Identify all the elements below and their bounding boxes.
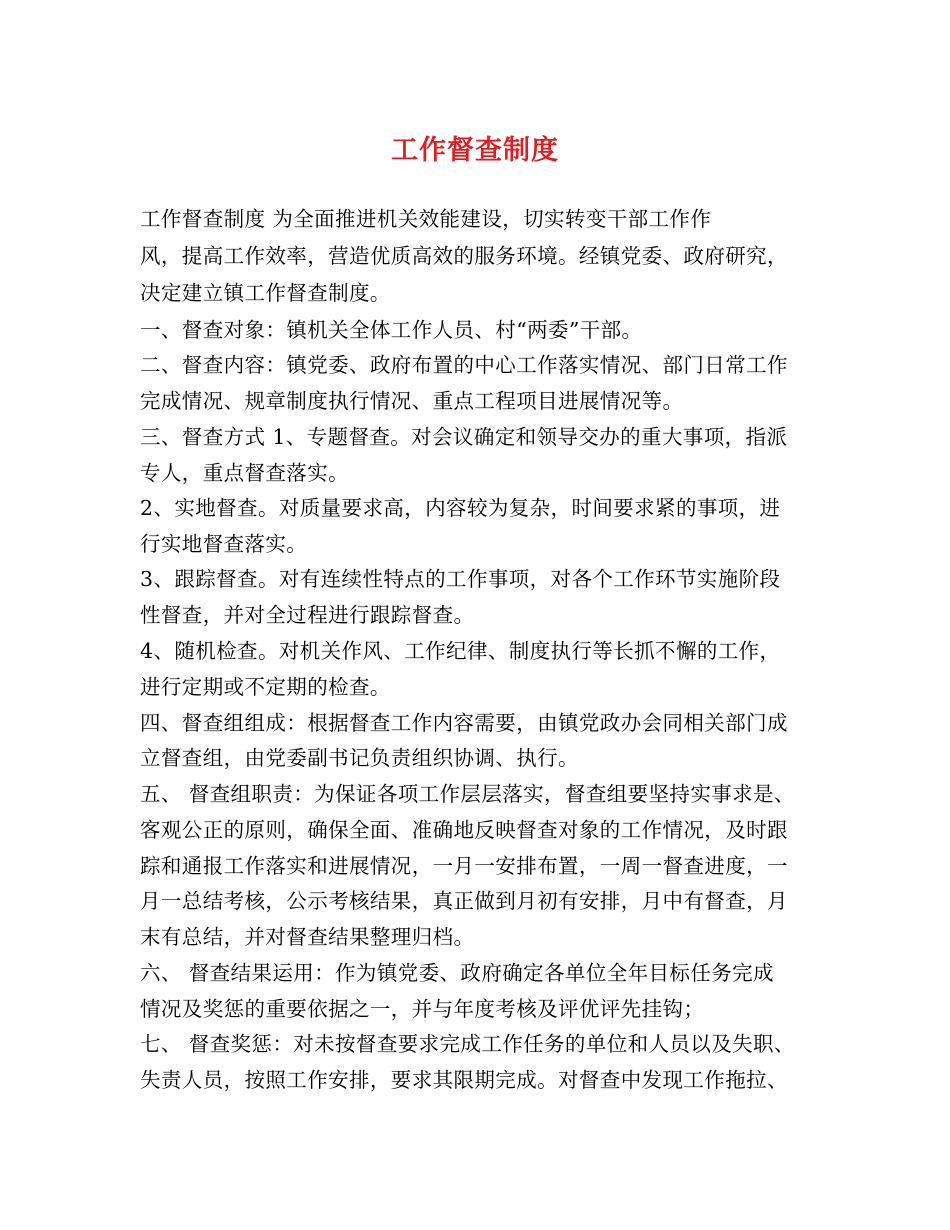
text-line: 行实地督查落实。 xyxy=(140,532,308,556)
text-line: 4、随机检查。对机关作风、工作纪律、制度执行等长抓不懈的工作， xyxy=(140,639,781,663)
text-line: 情况及奖惩的重要依据之一，并与年度考核及评优评先挂钩； xyxy=(140,997,705,1021)
text-line: 立督查组，由党委副书记负责组织协调、执行。 xyxy=(140,746,579,770)
text-line: 性督查，并对全过程进行跟踪督查。 xyxy=(140,603,475,627)
text-line: 七、 督查奖惩：对未按督查要求完成工作任务的单位和人员以及失职、 xyxy=(140,1032,795,1056)
text-line: 月一总结考核，公示考核结果，真正做到月初有安排，月中有督查，月 xyxy=(140,889,788,913)
document-title: 工作督查制度 xyxy=(391,135,559,166)
text-line: 四、督查组组成：根据督查工作内容需要，由镇党政办会同相关部门成 xyxy=(140,711,788,735)
text-line: 失责人员，按照工作安排，要求其限期完成。对督查中发现工作拖拉、 xyxy=(140,1068,788,1092)
text-line: 进行定期或不定期的检查。 xyxy=(140,675,391,699)
text-line: 踪和通报工作落实和进展情况，一月一安排布置，一周一督查进度，一 xyxy=(140,854,788,878)
text-line: 六、 督查结果运用：作为镇党委、政府确定各单位全年目标任务完成 xyxy=(140,961,774,985)
text-line: 2、实地督查。对质量要求高，内容较为复杂，时间要求紧的事项，进 xyxy=(140,496,781,520)
text-line: 决定建立镇工作督查制度。 xyxy=(140,281,391,305)
text-line: 客观公正的原则，确保全面、准确地反映督查对象的工作情况，及时跟 xyxy=(140,818,788,842)
text-line: 风，提高工作效率，营造优质高效的服务环境。经镇党委、政府研究， xyxy=(140,244,788,268)
text-line: 五、 督查组职责：为保证各项工作层层落实，督查组要坚持实事求是、 xyxy=(140,782,795,806)
text-line: 工作督查制度 为全面推进机关效能建设，切实转变干部工作作 xyxy=(140,207,712,231)
text-line: 三、督查方式 1、专题督查。对会议确定和领导交办的重大事项，指派 xyxy=(140,425,788,449)
text-line: 一、督查对象：镇机关全体工作人员、村“两委”干部。 xyxy=(140,318,643,342)
text-line: 二、督查内容：镇党委、政府布置的中心工作落实情况、部门日常工作 xyxy=(140,353,788,377)
text-line: 末有总结，并对督查结果整理归档。 xyxy=(140,925,475,949)
text-line: 完成情况、规章制度执行情况、重点工程项目进展情况等。 xyxy=(140,389,684,413)
text-line: 专人，重点督查落实。 xyxy=(140,461,349,485)
text-line: 3、跟踪督查。对有连续性特点的工作事项，对各个工作环节实施阶段 xyxy=(140,567,781,591)
